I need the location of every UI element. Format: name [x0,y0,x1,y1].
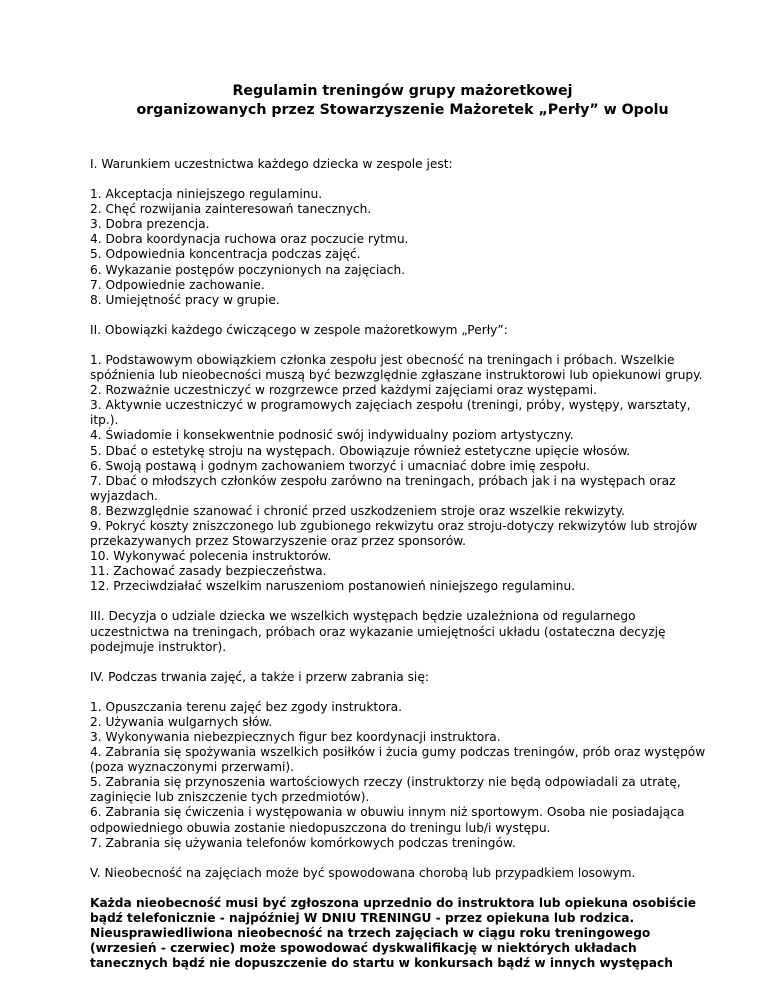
section-2-heading: II. Obowiązki każdego ćwiczącego w zespole mażoretkowym „Perły”: [90,322,508,337]
section-2-list [90,353,715,595]
list-item: 2. Chęć rozwijania zainteresowań tanecznych. [90,202,372,217]
section-5-paragraph: V. Nieobecność na zajęciach może być spowodowana chorobą lub przypadkiem losowym. [90,865,636,880]
document-body [90,82,715,971]
list-item: 10. Wykonywać polecenia instruktorów. [90,549,332,564]
section-4-list [90,700,715,851]
list-item: 1. Akceptacja niniejszego regulaminu. [90,187,323,202]
section-1-heading: I. Warunkiem uczestnictwa każdego dziecka w zespole jest: [90,157,453,171]
list-item: 3. Dobra prezencja. [90,217,210,232]
list-item: 4. Świadomie i konsekwentnie podnosić swój indywidualny poziom artystyczny. [90,428,574,443]
list-item: 7. Zabrania się używania telefonów komórkowych podczas treningów. [90,835,516,850]
absence-rules-paragraph: Każda nieobecność musi być zgłoszona uprzednio do instruktora lub opiekuna osobiście bądź telefonicznie - najpóźniej W DNIU TRENINGU - przez opiekuna lub rodzica. Nieusprawiedliwiona nieobecność na trzech zajęciach w ciągu roku treningowego (wrzesień - czerwiec) może spowodować dyskwalifikację w niektórych układach tanecznych bądź nie dopuszczenie do startu w konkursach bądź w innych występach [90,895,697,971]
list-item: 5. Dbać o estetykę stroju na występach. Obowiązuje również estetyczne upięcie włosów. [90,443,631,458]
list-item: 2. Rozważnie uczestniczyć w rozgrzewce przed każdymi zajęciami oraz występami. [90,383,597,398]
title-line-1: Regulamin treningów grupy mażoretkowej [232,83,573,99]
document-title [90,82,715,120]
list-item: 1. Opuszczania terenu zajęć bez zgody instruktora. [90,699,403,714]
list-item: 6. Swoją postawą i godnym zachowaniem tworzyć i umacniać dobre imię zespołu. [90,458,591,473]
section-1-list [90,187,715,308]
list-item: 4. Zabrania się spożywania wszelkich posiłków i żucia gumy podczas treningów, prób oraz występów (poza wyznaczonymi przerwami). [90,745,706,775]
list-item: 12. Przeciwdziałać wszelkim naruszeniom postanowień niniejszego regulaminu. [90,579,576,594]
list-item: 7. Odpowiednie zachowanie. [90,277,265,292]
list-item: 11. Zachować zasady bezpieczeństwa. [90,564,327,579]
list-item: 5. Zabrania się przynoszenia wartościowych rzeczy (instruktorzy nie będą odpowiadali za utratę, zaginięcie lub zniszczenie tych przedmiotów). [90,775,681,805]
section-3-paragraph: III. Decyzja o udziale dziecka we wszelkich występach będzie uzależniona od regularnego uczestnictwa na treningach, próbach oraz wykazanie umiejętności układu (ostateczna decyzję podejmuje instruktor). [90,609,666,654]
list-item: 4. Dobra koordynacja ruchowa oraz poczucie rytmu. [90,232,409,247]
list-item: 9. Pokryć koszty zniszczonego lub zgubionego rekwizytu oraz stroju-dotyczy rekwizytów lub strojów przekazywanych przez Stowarzyszenie oraz przez sponsorów. [90,518,698,549]
list-item: 2. Używania wulgarnych słów. [90,714,273,729]
list-item: 6. Zabrania się ćwiczenia i występowania w obuwiu innym niż sportowym. Osoba nie posiadająca odpowiedniego obuwia zostanie niedopuszczona do treningu lub/i występu. [90,805,685,835]
section-4-heading: IV. Podczas trwania zajęć, a także i przerw zabrania się: [90,669,429,684]
list-item: 7. Dbać o młodszych członków zespołu zarówno na treningach, próbach jak i na występach oraz wyjazdach. [90,473,676,503]
list-item: 5. Odpowiednia koncentracja podczas zajęć. [90,247,361,262]
list-item: 8. Umiejętność pracy w grupie. [90,292,280,307]
list-item: 3. Wykonywania niebezpiecznych figur bez koordynacji instruktora. [90,730,501,744]
list-item: 8. Bezwzględnie szanować i chronić przed uszkodzeniem stroje oraz wszelkie rekwizyty. [90,503,625,518]
title-line-2: organizowanych przez Stowarzyszenie Mażoretek „Perły” w Opolu [136,102,669,118]
list-item: 6. Wykazanie postępów poczynionych na zajęciach. [90,262,406,277]
list-item: 1. Podstawowym obowiązkiem członka zespołu jest obecność na treningach i próbach. Wszelkie spóźnienia lub nieobecności muszą być bezwzględnie zgłaszane instruktorowi lub opiekunowi grupy. [90,352,703,383]
list-item: 3. Aktywnie uczestniczyć w programowych zajęciach zespołu (treningi, próby, występy, warsztaty, itp.). [90,398,691,428]
